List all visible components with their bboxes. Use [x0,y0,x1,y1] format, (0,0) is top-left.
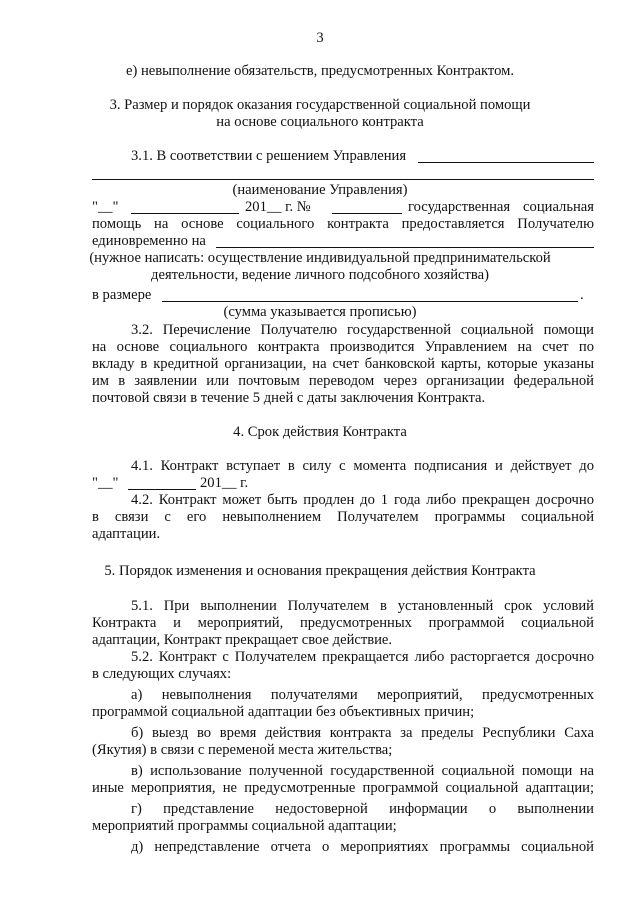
section-3-heading-line2: на основе социального контракта [216,114,424,130]
end-date-day-quote: "__" [92,475,119,491]
clause-3-2-line4: им в заявлении или почтовым переводом через организации федеральной [92,373,594,389]
amount-blank [162,301,578,302]
clause-3-2-line2: на основе социального контракта производится Управлением на счет по [92,339,594,355]
case-v-line2: иные мероприятия, не предусмотренные программой социальной адаптации; [92,780,594,796]
case-a-line1: а) невыполнения получателями мероприятий, предусмотренных [131,687,594,703]
clause-3-2-line3: вкладу в кредитной организации, на счет банковской карты, которые указаны [92,356,594,372]
purpose-blank [216,247,594,248]
item-e-text: е) невыполнение обязательств, предусмотренных Контрактом. [125,63,515,79]
section-3-heading-line1: 3. Размер и порядок оказания государственной социальной помощи [109,97,531,113]
case-b-line2: (Якутия) в связи с переменой места жительства; [92,742,393,758]
date-year-number: 201__ г. № [245,199,311,215]
clause-4-1-line1: 4.1. Контракт вступает в силу с момента подписания и действует до [131,458,594,474]
amount-period: . [580,287,584,303]
case-d-line1: д) непредставление отчета о мероприятиях программы социальной [131,839,594,855]
clause-5-2-line1: 5.2. Контракт с Получателем прекращается либо расторгается досрочно [131,649,594,665]
case-b-line1: б) выезд во время действия контракта за пределы Республики Саха [131,725,594,741]
amount-caption: (сумма указывается прописью) [223,304,417,320]
date-day-quote: "__" [92,199,119,215]
clause-3-1-purpose-label: единовременно на [92,233,206,249]
clause-4-2-line2: в связи с его невыполнением Получателем программы социальной [92,509,594,525]
clause-3-2-line1: 3.2. Перечисление Получателю государственной социальной помощи [131,322,594,338]
clause-5-1-line3: адаптации, Контракт прекращает свое действие. [92,632,393,648]
clause-5-1-line2: Контракта и мероприятий, предусмотренных программой социальной [92,615,594,631]
management-name-blank-line2 [92,179,594,180]
clause-4-2-line1: 4.2. Контракт может быть продлен до 1 года либо прекращен досрочно [131,492,594,508]
end-date-year: 201__ г. [200,475,249,491]
date-month-blank [131,213,239,214]
clause-3-2-line5: почтовой связи в течение 5 дней с даты заключения Контракта. [92,390,486,406]
case-g-line2: мероприятий программы социальной адаптации; [92,818,397,834]
case-v-line1: в) использование полученной государственной социальной помощи на [131,763,594,779]
case-a-line2: программой социальной адаптации без объективных причин; [92,704,475,720]
decision-number-blank [332,213,402,214]
clause-5-1-line1: 5.1. При выполнении Получателем в установленный срок условий [131,598,594,614]
page-number: 3 [316,30,324,46]
clause-3-1-start: 3.1. В соответствии с решением Управления [131,148,407,164]
section-4-heading: 4. Срок действия Контракта [233,424,407,440]
amount-label: в размере [92,287,152,303]
section-5-heading: 5. Порядок изменения и основания прекращения действия Контракта [104,563,536,579]
case-g-line1: г) представление недостоверной информации о выполнении [131,801,594,817]
clause-3-1-line3: помощь на основе социального контракта предоставляется Получателю [92,216,594,232]
management-name-blank [418,162,594,163]
clause-3-1-assistance: государственная социальная [408,199,594,215]
purpose-caption-line2: деятельности, ведение личного подсобного хозяйства) [151,267,489,283]
clause-5-2-line2: в следующих случаях: [92,666,232,682]
clause-4-2-line3: адаптации. [92,526,161,542]
management-name-caption: (наименование Управления) [232,182,408,198]
purpose-caption-line1: (нужное написать: осуществление индивидуальной предпринимательской [89,250,551,266]
end-date-month-blank [128,489,196,490]
